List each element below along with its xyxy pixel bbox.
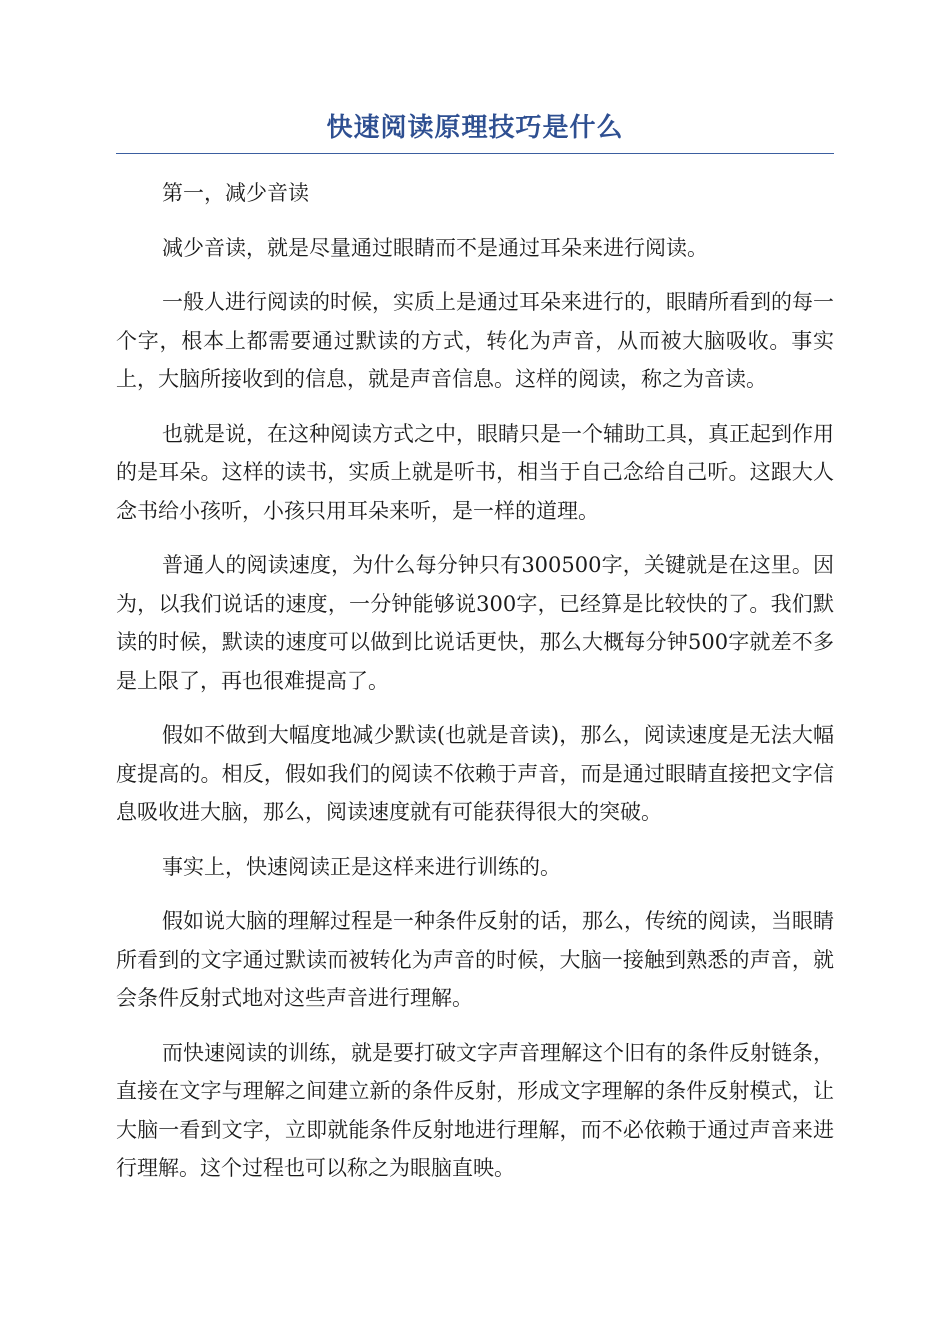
title-underline xyxy=(116,153,834,154)
paragraph: 一般人进行阅读的时候，实质上是通过耳朵来进行的，眼睛所看到的每一个字，根本上都需要通过默读的方式，转化为声音，从而被大脑吸收。事实上，大脑所接收到的信息，就是声音信息。这样的阅读，称之为音读。 xyxy=(116,290,834,391)
page-title: 快速阅读原理技巧是什么 xyxy=(326,113,624,143)
paragraph: 普通人的阅读速度，为什么每分钟只有300500字，关键就是在这里。因为，以我们说话的速度，一分钟能够说300字，已经算是比较快的了。我们默读的时候，默读的速度可以做到比说话更快，那么大概每分钟500字就差不多是上限了，再也很难提高了。 xyxy=(116,553,834,693)
paragraph: 假如说大脑的理解过程是一种条件反射的话，那么，传统的阅读，当眼睛所看到的文字通过默读而被转化为声音的时候，大脑一接触到熟悉的声音，就会条件反射式地对这些声音进行理解。 xyxy=(116,909,834,1010)
paragraph: 假如不做到大幅度地减少默读(也就是音读)，那么，阅读速度是无法大幅度提高的。相反，假如我们的阅读不依赖于声音，而是通过眼睛直接把文字信息吸收进大脑，那么，阅读速度就有可能获得很大的突破。 xyxy=(116,723,834,824)
paragraph: 事实上，快速阅读正是这样来进行训练的。 xyxy=(162,854,561,879)
paragraph-section-heading: 第一，减少音读 xyxy=(162,181,309,205)
paragraph: 而快速阅读的训练，就是要打破文字声音理解这个旧有的条件反射链条，直接在文字与理解之间建立新的条件反射，形成文字理解的条件反射模式，让大脑一看到文字，立即就能条件反射地进行理解，而不必依赖于通过声音来进行理解。这个过程也可以称之为眼脑直映。 xyxy=(116,1040,834,1180)
paragraph: 减少音读，就是尽量通过眼睛而不是通过耳朵来进行阅读。 xyxy=(162,235,708,260)
paragraph: 也就是说，在这种阅读方式之中，眼睛只是一个辅助工具，真正起到作用的是耳朵。这样的读书，实质上就是听书，相当于自己念给自己听。这跟大人念书给小孩听，小孩只用耳朵来听，是一样的道理。 xyxy=(116,421,834,523)
document-body xyxy=(116,174,834,1204)
